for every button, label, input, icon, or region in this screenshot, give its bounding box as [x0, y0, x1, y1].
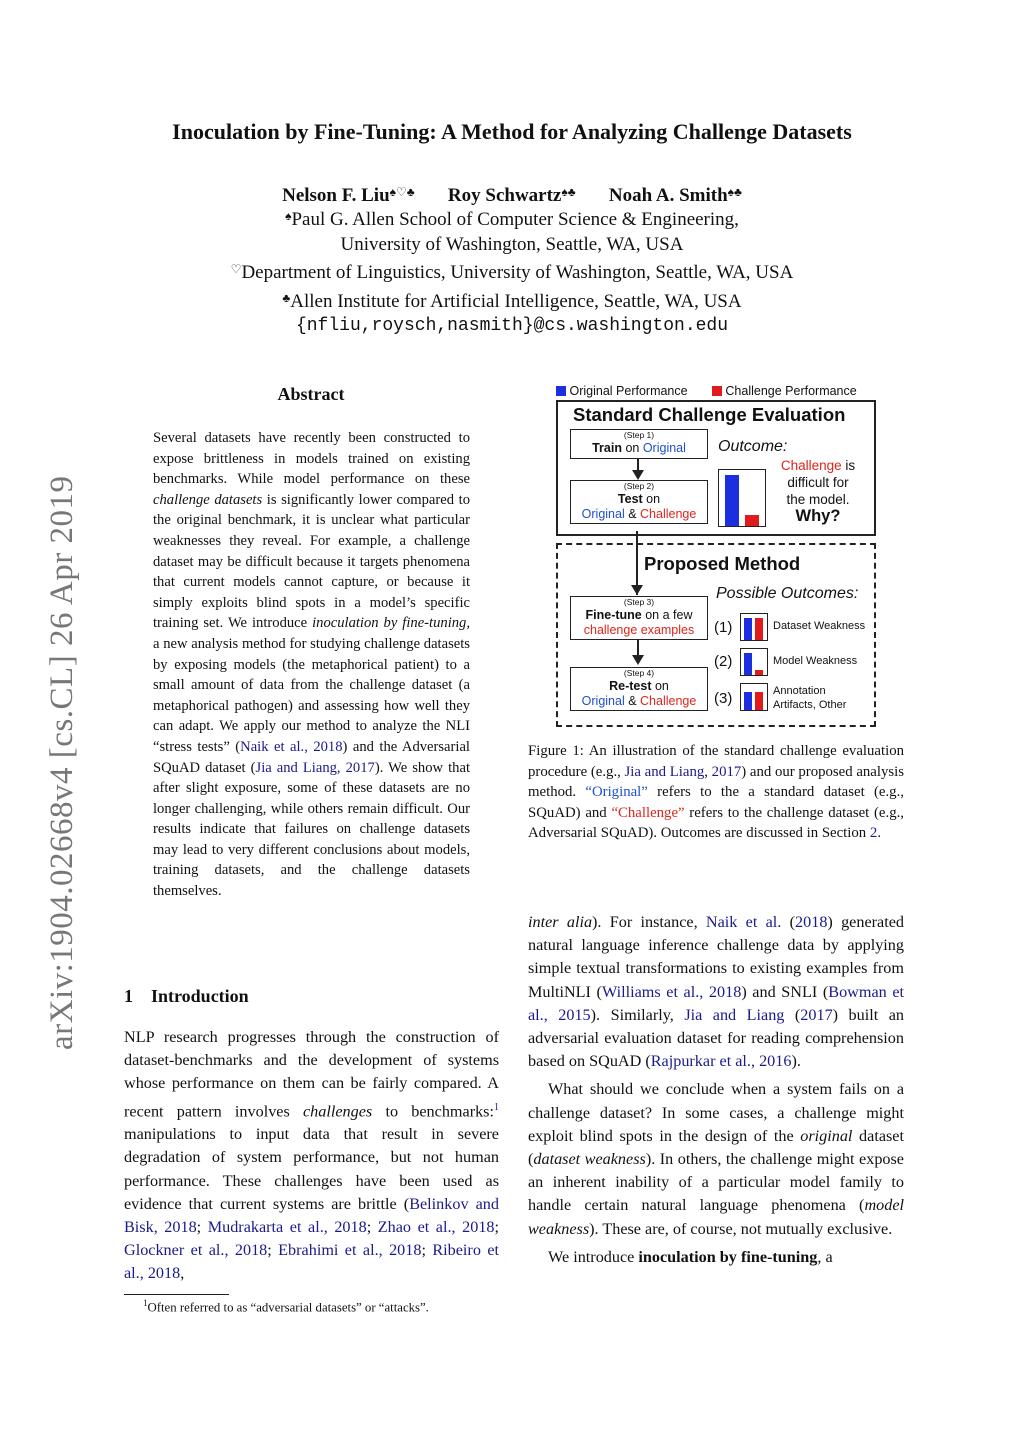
arrow-head [631, 585, 643, 595]
section-title: Introduction [151, 986, 249, 1006]
abstract-emphasis: inoculation by fine-tuning [312, 615, 467, 632]
outcome-label: Outcome: [718, 438, 788, 455]
step3-box [570, 596, 708, 640]
caption-challenge: “Challenge” [611, 804, 685, 821]
outcome-number: (3) [714, 690, 733, 707]
proposed-method-box [556, 543, 876, 727]
legend-challenge-swatch [712, 386, 722, 396]
affiliation-mark: ♣ [282, 290, 291, 305]
legend-original-label: Original Performance [569, 384, 688, 398]
outcome-challenge: Challenge [780, 458, 842, 473]
email: {nfliu,roysch,nasmith}@cs.washington.edu [295, 316, 729, 336]
abstract-text: is significantly lower compared to the original benchmark, it is unclear what particular weaknesses they reveal. For example, a challenge dataset may be difficult because it targets phenomena that current models cannot capture, or because it simply exploits blind spots in a model’s specific training set. We introduce [153, 491, 470, 632]
outcome-number: (2) [714, 653, 733, 670]
caption-text: . [877, 825, 882, 842]
caption-original: “Original” [585, 784, 648, 801]
step-text: on a few [641, 608, 693, 622]
body-text: ( [784, 1005, 801, 1024]
body-text: ) and SNLI ( [741, 982, 829, 1001]
step4-box [570, 667, 708, 711]
citation-link[interactable]: Jia and Liang, 2017 [255, 759, 375, 776]
step-action: Train [592, 441, 622, 455]
outcome1-bars [740, 613, 768, 641]
body-paragraph [528, 1246, 904, 1269]
body-emphasis: inter alia [528, 913, 593, 931]
outcome-text-part: is [841, 458, 856, 473]
affiliation-text: Paul G. Allen School of Computer Science & Engineering, [291, 209, 739, 230]
step1-box [570, 429, 708, 459]
step-original: Original [581, 694, 625, 708]
caption-text: ) and our proposed analysis method. [528, 763, 904, 801]
why-label: Why? [795, 507, 841, 525]
bar-original [744, 653, 752, 675]
right-column-text [528, 911, 904, 1269]
citation-link[interactable]: Rajpurkar et al., 2016 [650, 1052, 792, 1071]
body-bold: inoculation by fine-tuning [638, 1247, 818, 1266]
body-text: We introduce [548, 1247, 639, 1266]
bar-original [744, 618, 752, 640]
figure-caption [528, 741, 904, 844]
standard-evaluation-title: Standard Challenge Evaluation [573, 404, 846, 425]
body-text: ) built an adversarial evaluation dataset for reading comprehension based on SQuAD ( [528, 1005, 904, 1071]
abstract-text: Several datasets have recently been constructed to expose brittleness in models trained on existing benchmarks. While model performance on these [153, 430, 470, 488]
paper-title: Inoculation by Fine-Tuning: A Method for Analyzing Challenge Datasets [172, 119, 852, 144]
arxiv-identifier: arXiv:1904.02668v4 [cs.CL] 26 Apr 2019 [44, 475, 80, 1050]
bar-challenge [745, 515, 759, 526]
outcome-number: (1) [714, 619, 733, 636]
outcome-label-line: Artifacts, Other [773, 699, 847, 711]
affiliation-text: Allen Institute for Artificial Intelligence, Seattle, WA, USA [290, 290, 742, 312]
citation-link[interactable]: Ebrahimi et al., 2018 [278, 1241, 422, 1260]
affiliation-text: Department of Linguistics, University of Washington, Seattle, WA, USA [241, 262, 794, 283]
abstract-emphasis: challenge datasets [153, 491, 263, 508]
affiliations [0, 204, 1024, 339]
step-action: Fine-tune [585, 608, 642, 622]
body-paragraph [528, 1078, 904, 1240]
footnote-link[interactable]: 1 [493, 1101, 499, 1113]
body-text: , a [817, 1247, 833, 1266]
footnote-text: Often referred to as “adversarial datasets” or “attacks”. [147, 1300, 429, 1315]
body-text: What should we conclude when a system fails on a challenge dataset? In some cases, a challenge might exploit blind spots in the design of the [528, 1080, 904, 1145]
step-text: & [624, 507, 641, 521]
step-challenge: Challenge [640, 507, 697, 521]
citation-link[interactable]: Ribeiro et al., 2018 [124, 1241, 499, 1283]
section-link[interactable]: 2 [869, 825, 878, 842]
step-action: Test [617, 492, 643, 506]
citation-link[interactable]: Bowman et al., 2015 [528, 982, 905, 1024]
section-number: 1 [124, 986, 133, 1006]
step-tag: (Step 3) [623, 597, 655, 607]
section-heading [124, 986, 249, 1007]
citation-link[interactable]: Zhao et al., 2018 [377, 1218, 495, 1237]
outcome-label-line: Annotation [773, 685, 826, 697]
step-action: Re-test [609, 679, 652, 693]
body-text: ). Similarly, [590, 1005, 685, 1024]
author-marks: ♠♡♣ [389, 185, 415, 199]
body-text: ). In others, the challenge might expose an inherent inability of a particular model family to handle certain natural language phenomena ( [528, 1150, 904, 1215]
legend-challenge-label: Challenge Performance [725, 384, 857, 398]
body-text: ). [791, 1052, 801, 1071]
citation-link[interactable]: Jia and Liang [684, 1005, 785, 1024]
outcome3-bars [740, 683, 768, 711]
abstract-text: , a new analysis method for studying challenge datasets by exposing models (the metaphorical patient) to a small amount of data from the challenge dataset (a metaphorical pathogen) and assessing how well they can adapt. We apply our method to analyze the NLI “stress tests” ( [153, 615, 470, 755]
proposed-method-title: Proposed Method [644, 553, 801, 574]
citation-link[interactable]: Jia and Liang [624, 763, 705, 780]
caption-text: refers to the a standard dataset (e.g., SQuAD) and [528, 784, 904, 821]
body-text: dataset ( [528, 1126, 904, 1169]
affiliation-mark: ♠ [285, 209, 292, 223]
standard-outcome-bars [718, 469, 766, 527]
body-text: ). For instance, [592, 913, 706, 931]
citation-link[interactable]: Naik et al. [705, 913, 782, 931]
body-paragraph [528, 911, 904, 1073]
body-emphasis: original [800, 1126, 853, 1145]
author-name: Roy Schwartz [447, 185, 562, 206]
abstract-heading: Abstract [277, 384, 345, 404]
abstract-text: ). We show that after slight exposure, some of these datasets are no longer challenging, while others remain difficult. Our results indicate that failures on challenge datasets may lead to very different conclusions about models, training datasets, and the challenge datasets themselves. [153, 759, 470, 900]
outcome-label: Model Weakness [773, 655, 858, 667]
abstract-text: ) and the Adversarial SQuAD dataset ( [153, 738, 470, 776]
step-tag: (Step 2) [623, 481, 655, 491]
arrow-head [632, 655, 644, 665]
author-marks: ♠♣ [727, 185, 742, 199]
bar-challenge [755, 670, 763, 675]
citation-link[interactable]: 2017 [800, 1005, 833, 1024]
step-text: on [651, 679, 669, 693]
body-emphasis: dataset weakness [533, 1150, 646, 1169]
body-text: ( [781, 913, 796, 931]
possible-outcomes-label: Possible Outcomes: [716, 585, 859, 602]
citation-link[interactable]: Belinkov and Bisk, 2018 [124, 1194, 499, 1237]
outcome2-bars [740, 648, 768, 676]
outcome-text-part: the model. [786, 492, 850, 507]
affiliation-mark: ♡ [230, 262, 242, 276]
outcome-label: Dataset Weakness [773, 620, 866, 632]
body-emphasis: model weakness [528, 1196, 904, 1238]
step-original: Original [581, 507, 625, 521]
step-text: on [621, 441, 643, 455]
bar-challenge [755, 618, 763, 640]
body-text: manipulations to input data that result in severe degradation of system performance, but not human performance. These challenges have been used as evidence that current systems are brittle ( [124, 1125, 499, 1213]
standard-evaluation-box [556, 400, 876, 536]
body-text: to benchmarks: [372, 1102, 494, 1120]
footnote [143, 1298, 429, 1315]
outcome-text-part: difficult for [787, 475, 849, 490]
abstract-body [153, 428, 470, 902]
body-text: ) generated natural language inference challenge data by applying simple textual transformations to existing examples from MultiNLI ( [528, 913, 904, 1001]
bar-challenge [755, 692, 763, 710]
step-original: Original [642, 441, 686, 455]
citation-link[interactable]: Williams et al., 2018 [601, 982, 742, 1001]
caption-text: refers to the challenge dataset (e.g., Adversarial SQuAD). Outcomes are discussed in Section [528, 804, 904, 842]
step-challenge: challenge examples [583, 623, 695, 637]
step-text: & [624, 694, 641, 708]
author-name: Noah A. Smith [608, 185, 728, 206]
citation-link[interactable]: 2017 [711, 763, 742, 780]
arrow-head [632, 470, 644, 480]
citation-link[interactable]: Naik et al., 2018 [240, 738, 343, 755]
caption-text: Figure 1: An illustration of the standard challenge evaluation procedure (e.g., [528, 743, 904, 780]
body-text: NLP research progresses through the construction of dataset-benchmarks and the development of systems whose performance on them can be fairly compared. A recent pattern involves [124, 1028, 499, 1120]
citation-link[interactable]: Glockner et al., 2018 [124, 1241, 268, 1260]
step-tag: (Step 4) [623, 668, 655, 678]
author-name: Nelson F. Liu [282, 185, 390, 206]
step-text: on [642, 492, 661, 506]
body-emphasis: challenges [303, 1102, 373, 1120]
outcome-text [766, 457, 870, 525]
author-marks: ♠♣ [561, 185, 576, 199]
affiliation-text: University of Washington, Seattle, WA, USA [340, 233, 684, 255]
figure-legend [556, 384, 857, 398]
caption-text: , [704, 763, 712, 780]
body-text: ). These are, of course, not mutually exclusive. [589, 1219, 893, 1238]
bar-original [725, 475, 739, 526]
outcome-label [773, 684, 846, 712]
legend-original-swatch [556, 386, 566, 396]
step-tag: (Step 1) [623, 430, 655, 440]
intro-paragraph: NLP research progresses through the construction of dataset-benchmarks and the development of systems whose performance on them can be fairly compared. A recent pattern involves challenges to benchmarks:$^1$ manipulations to input data that result in severe degradation of system performance, but not human performance. These challenges have been used as evidence that current systems are brittle (Belinkov and Bisk, 2018; Mudrakarta et al., 2018; Zhao et al., 2018; Glockner et al., 2018; Ebrahimi et al., 2018; Ribeiro et al., 2018, [124, 1028, 500, 1283]
citation-link[interactable]: 2018 [795, 913, 828, 931]
footnote-mark: 1 [143, 1298, 148, 1308]
step-challenge: Challenge [640, 694, 697, 708]
step2-box [570, 480, 708, 524]
arrow-step3-step4 [637, 639, 639, 656]
bar-original [744, 692, 752, 710]
citation-link[interactable]: Mudrakarta et al., 2018 [207, 1218, 367, 1237]
footnote-rule [124, 1294, 229, 1295]
